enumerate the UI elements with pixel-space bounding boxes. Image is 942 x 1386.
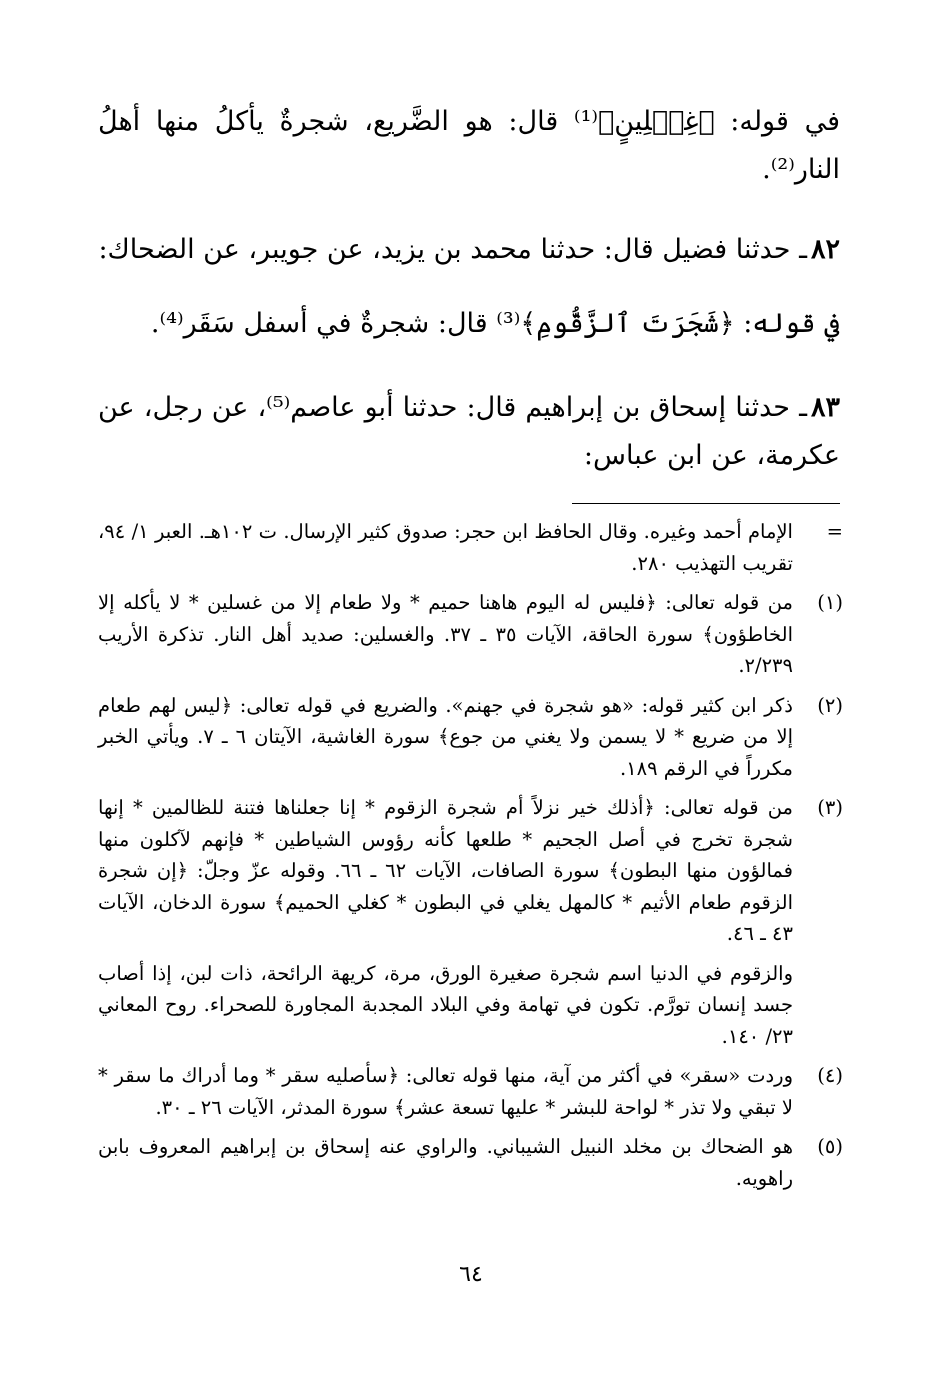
footnote-separator (572, 503, 840, 504)
hadith-82-line (98, 226, 840, 274)
footnote-3-continuation: والزقوم في الدنيا اسم شجرة صغيرة الورق، مرة، كريهة الرائحة، ذات لبن، إذا أصاب جسد إنسان تورَّم. تكون في تهامة وفي البلاد المجدبة المجاورة للصحراء. روح المعاني ٢٣/ ١٤٠. (98, 961, 793, 1048)
main-paragraph-commentary-ghislin (98, 98, 840, 194)
main-paragraph-commentary-zaqqum (98, 300, 840, 348)
footnote-marker: (٥) (817, 1135, 843, 1158)
footnote-text: ذكر ابن كثير قوله: «هو شجرة في جهنم». والضريع في قوله تعالى: ﴿ليس لهم طعام إلا من ضريع * لا يسمن ولا يغني من جوع﴾ سورة الغاشية، الآيتان ٦ ـ ٧. ويأتي الخبر مكرراً في الرقم ١٨٩. (98, 693, 793, 780)
footnotes-section (98, 516, 843, 1202)
footnote-marker: (٣) (817, 796, 843, 819)
footnote-1 (98, 587, 843, 682)
footnote-3 (98, 792, 843, 950)
hadith-82 (98, 226, 840, 274)
footnote-text: هو الضحاك بن مخلد النبيل الشيباني. والراوي عنه إسحاق بن إبراهيم المعروف بابن راهويه. (98, 1135, 793, 1190)
footnote-continuation (98, 516, 843, 579)
footnote-marker: (٤) (817, 1064, 843, 1087)
footnote-marker: = (826, 520, 843, 543)
hadith-isnad: ـ حدثنا إسحاق بن إبراهيم قال: حدثنا أبو عاصم⁽⁵⁾، عن رجل، عن عكرمة، عن ابن عباس: (98, 392, 840, 471)
hadith-isnad: ـ حدثنا فضيل قال: حدثنا محمد بن يزيد، عن جويبر، عن الضحاك: (98, 234, 807, 265)
main-text-line: في قوله: ﴿غِسۡلِينٍ﴾⁽¹⁾ قال: هو الضَّريع، شجرةٌ يأكلُ منها أهلُ النار⁽²⁾. (98, 106, 840, 185)
hadith-83 (98, 384, 840, 480)
footnote-marker: (١) (817, 591, 843, 614)
footnote-text: وردت «سقر» في أكثر من آية، منها قوله تعالى: ﴿سأصليه سقر * وما أدراك ما سقر * لا تبقي ولا تذر * لواحة للبشر * عليها تسعة عشر﴾ سورة المدثر، الآيات ٢٦ ـ ٣٠. (98, 1064, 793, 1119)
footnote-5 (98, 1131, 843, 1194)
main-text-line: في قوله: ﴿شَجَرَتَ ٱلزَّقُّومِ﴾⁽³⁾ قال: شجرةٌ في أسفل سَقَر⁽⁴⁾. (150, 308, 840, 339)
footnote-4 (98, 1060, 843, 1123)
footnote-text: من قوله تعالى: ﴿أذلك خير نزلاً أم شجرة الزقوم * إنا جعلناها فتنة للظالمين * إنها شجرة تخرج في أصل الجحيم * طلعها كأنه رؤوس الشياطين * فإنهم لآكلون منها فمالؤون منها البطون﴾ سورة الصافات، الآيات ٦٢ ـ ٦٦. وقوله عزّ وجلّ: ﴿إن شجرة الزقوم طعام الأثيم * كالمهل يغلي في البطون * كغلي الحميم﴾ سورة الدخان، الآيات ٤٣ ـ ٤٦. (98, 796, 794, 945)
footnote-2 (98, 690, 843, 785)
page-number: ٦٤ (459, 1262, 483, 1287)
hadith-number: ٨٢ (810, 234, 840, 265)
footnote-text: الإمام أحمد وغيره. وقال الحافظ ابن حجر: صدوق كثير الإرسال. ت ١٠٢هـ. العبر ١/ ٩٤، تقريب التهذيب ٢٨٠. (98, 520, 793, 575)
footnote-text: من قوله تعالى: ﴿فليس له اليوم هاهنا حميم * ولا طعام إلا من غسلين * لا يأكله إلا الخاطؤون﴾ سورة الحاقة، الآيات ٣٥ ـ ٣٧. والغسلين: صديد أهل النار. تذكرة الأريب ٢/٢٣٩. (98, 591, 793, 677)
footnote-marker: (٢) (817, 693, 843, 717)
hadith-83-line (98, 384, 840, 480)
hadith-number: ٨٣ (810, 392, 840, 423)
